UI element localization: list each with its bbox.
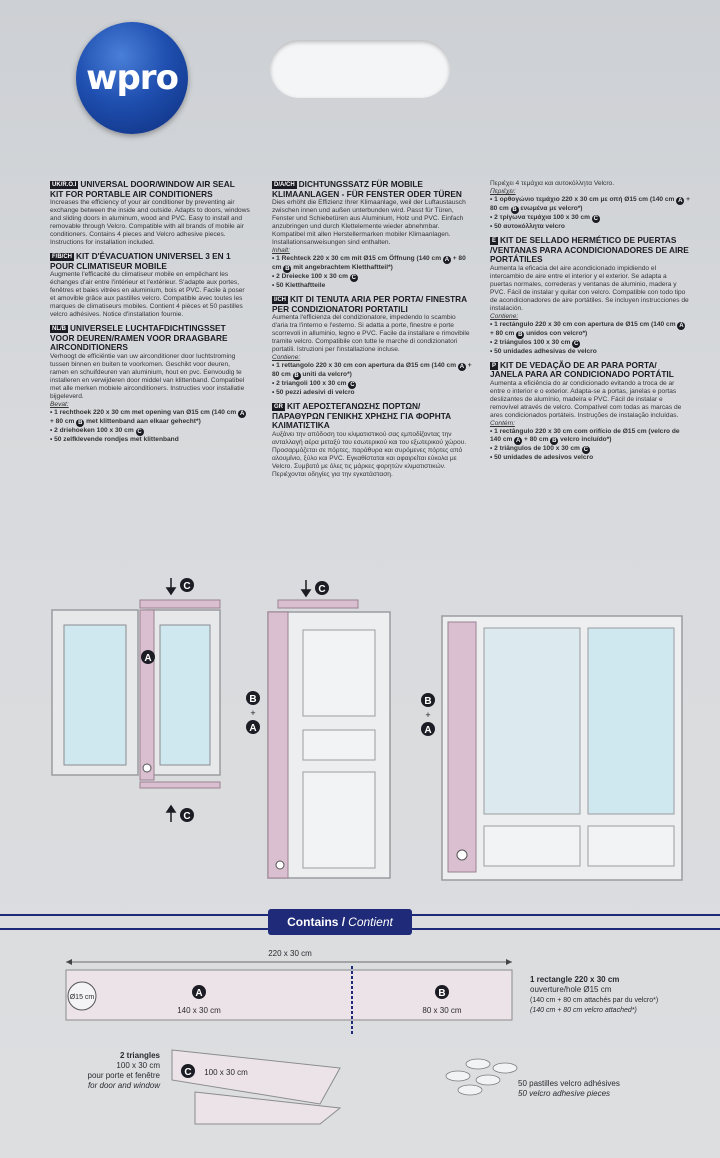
dim-total: 220 x 30 cm [268,949,312,958]
column-1 [50,180,250,449]
language-section [50,324,250,444]
language-section [490,180,690,231]
plus-door: + [250,708,256,718]
country-tag: NL/B [52,326,66,332]
badge-b-slider: B [424,696,432,707]
column-3 [490,180,690,467]
section-title-text: KIT DE SELLADO HERMÉTICO DE PUERTAS /VENTANAS PARA ACONDICIONADORES DE AIRE PORTÁTILES [490,235,689,264]
part-a-badge: A [678,198,683,204]
country-tag: P [492,362,497,369]
contents-item: • 2 triangoli 100 x 30 cm C [272,380,472,389]
tri-dim: 100 x 30 cm [116,1061,160,1070]
section-title [272,180,472,199]
part-c-badge: C [574,340,579,347]
tri-fr: pour porte et fenêtre [87,1071,160,1080]
language-section [272,402,472,479]
language-section [50,252,250,319]
badge-a-slider: A [424,725,432,736]
part-c-badge: C [593,216,599,222]
contents-badge-b: B [438,988,446,999]
section-body: Aumenta l'efficienza del condizionatore, impedendo lo scambio d'aria tra l'interno e l'esterno. Si adatta a porte, finestre e porte scorrevoli in alluminio, legno e PVC. Facile da installare e rimovibile tramite velcro. Compatibile con tutte le marche di condizionatori portatili. Istruzioni per l'installazione incluse. [272,314,470,353]
badge-c-door: C [318,584,326,595]
contents-badge-a: A [195,988,203,999]
contents-item: • 50 αυτοκόλλητα velcro [490,223,690,231]
part-c-badge: C [583,446,588,453]
tri-en: for door and window [87,1081,160,1090]
contents-item: • 50 unidades de adesivos velcro [490,454,690,462]
velcro-en: 50 velcro adhesive pieces [518,1089,611,1098]
tri-dim-label: 100 x 30 cm [204,1068,248,1077]
contents-item: • 1 rettangolo 220 x 30 cm con apertura da Ø15 cm (140 cm A + 80 cm B uniti da velcro*) [272,362,472,380]
section-body: Dies erhöht die Effizienz Ihrer Klimaanlage, weil der Luftaustausch zwischen innen und außen unterbunden wird. Passt für Türen, Fenster und Schiebetüren aus Aluminium, Holz und PVC. Einfach anzubringen und durch Klettelemente wieder abnehmbar. Kompatibel mit allen Herstellermarken mobiler Klimaanlagen. Installationsanweisungen sind enthalten. [272,199,466,246]
language-section [272,180,472,290]
contents-item: • 50 pezzi adesivi di velcro [272,389,472,397]
section-title [490,361,690,380]
contents-item: • 50 unidades adhesivas de velcro [490,348,690,356]
badge-b-door: B [249,694,257,705]
country-tag: GR [274,404,283,410]
velcro-fr: 50 pastilles velcro adhésives [518,1079,620,1088]
section-title-text: KIT D'ÉVACUATION UNIVERSEL 3 EN 1 POUR CLIMATISEUR MOBILE [50,251,231,271]
section-title-text: KIT DE VEDAÇÃO DE AR PARA PORTA/ JANELA PARA AR CONDICIONADO PORTÁTIL [490,359,674,379]
section-title [272,295,472,314]
country-tag: I/CH [274,297,286,303]
contents-item: • 2 triángulos 100 x 30 cm C [490,339,690,348]
contents-diagram [0,940,720,1158]
contents-title [268,909,412,935]
hole-label: Ø15 cm [69,994,95,1001]
rect-title: 1 rectangle 220 x 30 cm [530,975,620,984]
section-title [50,252,250,271]
part-b-badge: B [552,437,557,444]
section-title [50,180,250,199]
language-section [490,361,690,462]
contents-item: • 1 rechthoek 220 x 30 cm met opening van Ø15 cm (140 cm A + 80 cm B met klittenband aan elkaar gehecht*) [50,409,250,427]
section-body: Περιέχει 4 τεμάχια και αυτοκόλλητα Velcro. [490,180,615,187]
part-a-badge: A [239,410,245,417]
installation-illustration [0,570,720,890]
door-drawing [268,600,390,878]
wpro-logo [76,22,188,134]
tri-title: 2 triangles [119,1051,160,1060]
logo-text: wpro [86,58,178,98]
contents-item: • 50 Kletthaftteile [272,282,472,290]
part-b-badge: B [294,373,299,379]
part-b-badge: B [512,207,517,213]
section-title [50,324,250,353]
part-a-badge: A [516,437,521,444]
contents-item: • 2 driehoeken 100 x 30 cm C [50,427,250,436]
contents-label: Contém: [490,419,515,427]
part-c-badge: C [137,428,142,435]
contents-item: • 1 ορθογώνιο τεμάχιο 220 x 30 cm με οπή Ø15 cm (140 cm A + 80 cm B ενωμένα με velcro*) [490,196,690,214]
contents-item: • 2 τρίγωνα τεμάχια 100 x 30 cm C [490,214,690,223]
a-dim: 140 x 30 cm [177,1006,221,1015]
badge-a-door: A [249,723,257,734]
contents-title-en: Contains / [287,915,346,929]
contents-label: Contiene: [272,354,301,361]
contents-label: Inhalt: [272,247,290,254]
contents-label: Bevat: [50,400,69,408]
rect-line2: ouverture/hole Ø15 cm [530,985,612,994]
part-c-badge: C [351,275,357,281]
section-title-text: UNIVERSELE LUCHTAFDICHTINGSSET VOOR DEUREN/RAMEN VOOR DRAAGBARE AIRCONDITIONERS [50,323,228,352]
rect-line3: (140 cm + 80 cm attachés par du velcro*) [530,997,659,1004]
section-body: Aumenta a eficiência do ar condicionado evitando a troca de ar entre o interior e o exterior. Adapta-se a portas, janelas e portas deslizantes de alumínio, madeira e PVC. Fácil de instalar e removível através de velcro. Compatível com todas as marcas de ares condicionados portáteis. Instruções de instalação incluídas. [490,379,682,419]
part-c-badge: C [350,382,355,388]
contents-title-fr: Contient [348,915,393,929]
section-title-text: DICHTUNGSSATZ FÜR MOBILE KLIMAANLAGEN - FÜR FENSTER ODER TÜREN [272,179,462,199]
rect-line4: (140 cm + 80 cm velcro attached*) [530,1007,637,1014]
part-b-badge: B [518,331,523,338]
contents-item: • 2 triângulos de 100 x 30 cm C [490,445,690,454]
window-drawing [52,600,220,788]
section-body: Augmente l'efficacité du climatiseur mobile en empêchant les échanges d'air entre l'intérieur et l'extérieur. S'adapte aux portes, fenêtres et baies vitrées en aluminium, bois et PVC. Facile à poser et amovible grâce aux pastilles velcro. Compatible avec toutes les marques de climatiseurs mobiles. Contient 4 pièces et 50 pastilles velcro adhésives. Notice d'installation fournie. [50,271,245,318]
language-section [272,295,472,397]
language-section [490,236,690,356]
country-tag: UK/R.O.I [52,182,77,188]
b-dim: 80 x 30 cm [422,1006,462,1015]
section-body: Verhoogt de efficiëntie van uw airconditioner door luchtstroming tussen binnen en buiten te voorkomen. Geschikt voor deuren, ramen en schuifdeuren van aluminium, hout en pvc. Eenvoudig te installeren en verwijderen door middel van klittenband. Compatibel met alle merken mobiele airconditioners. Instructies voor installatie bijgeleverd. [50,352,245,400]
contents-item: • 1 rectângulo 220 x 30 cm com orifício de Ø15 cm (velcro de 140 cm A + 80 cm B velcro incluído*) [490,428,690,445]
country-tag: E [492,238,497,244]
part-a-badge: A [679,322,684,329]
country-tag: F/B/CH [52,254,72,260]
section-body: Aumenta la eficacia del aire acondicionado impidiendo el intercambio de aire entre el interior y el exterior. Se adapta a puertas normales, correderas y ventanas de aluminio, madera y PVC. Fácil de instalar y quitar con velcro. Compatible con todo tipo de acondicionadores de aire portátiles. Se incluyen instrucciones de instalación. [490,264,689,312]
country-tag: D/A/CH [274,182,295,188]
contents-label: Περιέχει: [490,188,516,195]
section-body: Αυξάνει την απόδοση του κλιματιστικού σας εμποδίζοντας την ανταλλαγή αέρα μεταξύ του εσωτερικού και του εξωτερικού χώρου. Προσαρμόζεται σε πόρτες, παράθυρα και συρόμενες πόρτες από αλουμίνιο, ξύλο και PVC. Εγκαθίσταται και αφαιρείται εύκολα με Velcro. Συμβατό με όλες τις μάρκες φορητών κλιματιστικών. Περιέχονται οδηγίες για την εγκατάσταση. [272,430,467,478]
section-body: Increases the efficiency of your air conditioner by preventing air exchange between the inside and outside. Adapts to doors, windows and sliding doors in aluminum, wood and PVC. Easy to install and removable through Velcro. Compatible with all brands of mobile air conditioners. Contains 4 pieces and Velcro adhesive pieces. Instructions for installation included. [50,199,250,246]
contents-label: Contiene: [490,312,519,320]
badge-c-top-window: C [183,581,191,592]
plus-slider: + [425,710,431,720]
part-a-badge: A [459,364,465,370]
contents-item: • 1 rectángulo 220 x 30 cm con apertura de Ø15 cm (140 cm A + 80 cm B unidos con velcro*) [490,321,690,339]
part-b-badge: B [285,266,290,272]
column-2 [272,180,472,484]
section-title-text: UNIVERSAL DOOR/WINDOW AIR SEAL KIT FOR PORTABLE AIR CONDITIONERS [50,179,235,199]
section-title-text: KIT DI TENUTA ARIA PER PORTA/ FINESTRA PER CONDIZIONATORI PORTATILI [272,294,467,314]
sliding-door-drawing [442,616,682,880]
language-section [50,180,250,247]
contents-badge-c: C [184,1067,192,1078]
hanging-hole [270,40,450,98]
contents-item: • 50 zelfklevende rondjes met klittenband [50,436,250,444]
section-title [272,402,472,431]
badge-a-window: A [144,653,152,664]
section-title-text: ΚΙΤ ΑΕΡΟΣΤΕΓΑΝΩΣΗΣ ΠΟΡΤΩΝ/ΠΑΡΑΘΥΡΩΝ ΓΕΝΙΚΗΣ ΧΡΗΣΗΣ ΓΙΑ ΦΟΡΗΤΑ ΚΛΙΜΑΤΙΣΤΙΚΑ [272,401,452,430]
contents-item: • 1 Rechteck 220 x 30 cm mit Ø15 cm Öffnung (140 cm A + 80 cm B mit angebrachtem Kletthaftteil*) [272,255,472,273]
section-title [490,236,690,265]
badge-c-bottom-window: C [183,811,191,822]
part-a-badge: A [444,257,450,263]
part-b-badge: B [78,419,83,426]
contents-item: • 2 Dreiecke 100 x 30 cm C [272,273,472,282]
